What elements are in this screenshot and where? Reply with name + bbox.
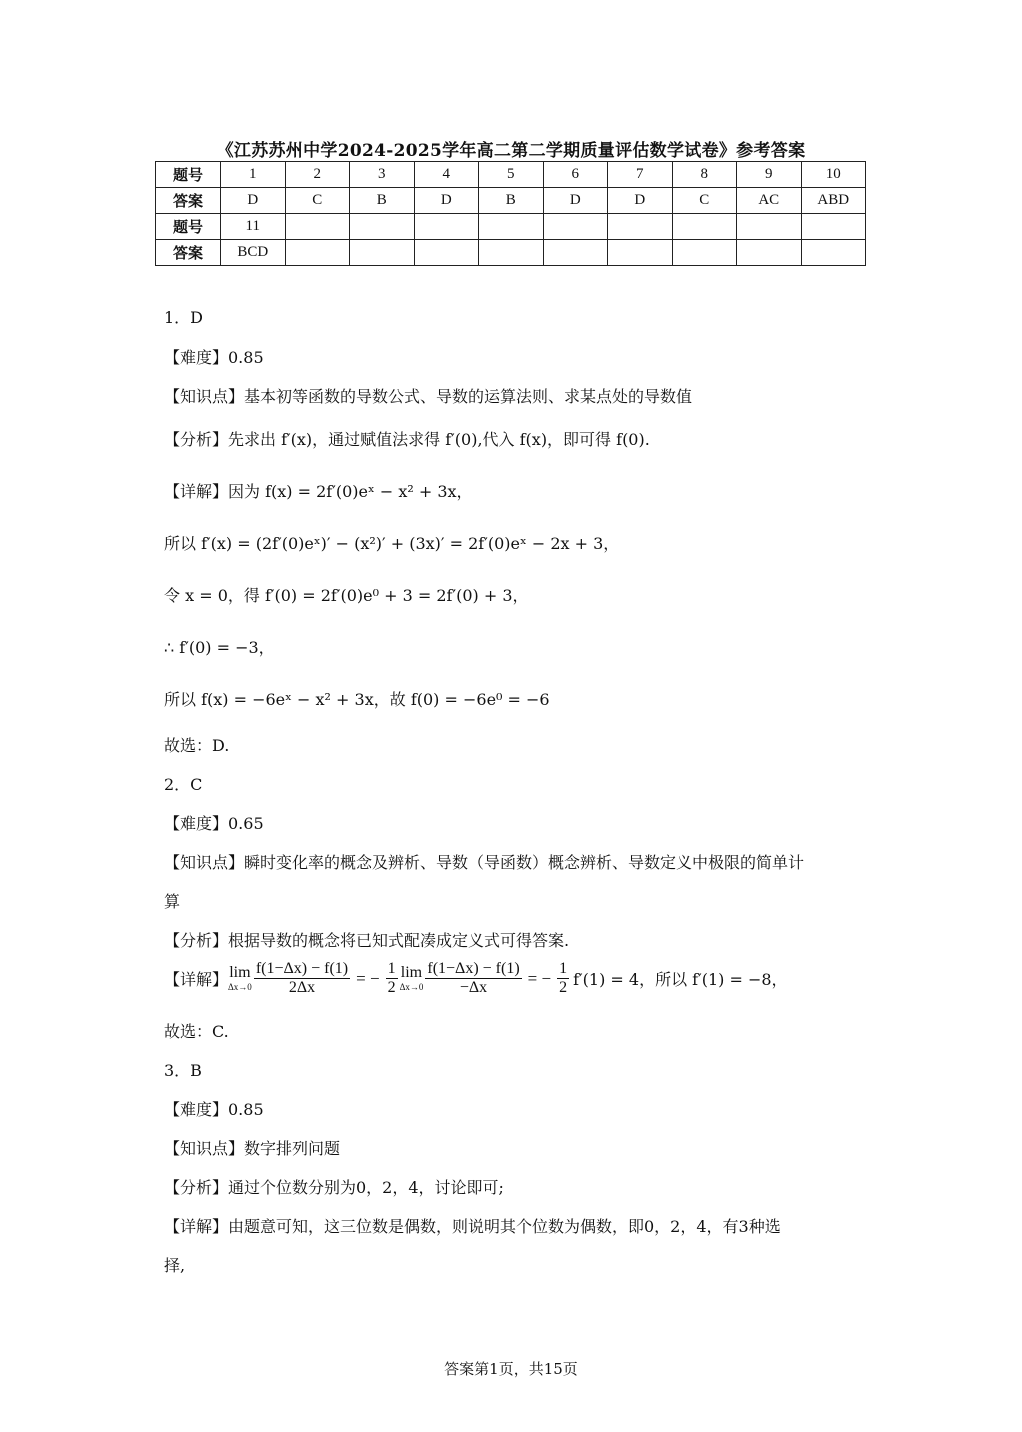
table-cell: 11 — [221, 214, 286, 240]
limit-operator-2 — [400, 965, 424, 992]
table-cell: 5 — [479, 162, 544, 188]
table-cell: 10 — [801, 162, 866, 188]
table-cell: 4 — [414, 162, 479, 188]
fraction-2-numerator: f(1−Δx) − f(1) — [427, 960, 520, 977]
table-cell: 6 — [543, 162, 608, 188]
q3-header: 3．B — [164, 1061, 202, 1080]
half-fraction — [386, 960, 398, 997]
q3-knowledge: 【知识点】数字排列问题 — [164, 1139, 341, 1158]
fraction-1-denominator: 2Δx — [288, 979, 316, 996]
half-numerator-2: 1 — [559, 960, 568, 977]
table-cell — [608, 214, 673, 240]
table-cell: D — [543, 188, 608, 214]
q2-detail — [164, 960, 788, 997]
table-cell: ABD — [801, 188, 866, 214]
table-cell — [543, 240, 608, 266]
fraction-1 — [254, 960, 350, 997]
table-cell — [737, 240, 802, 266]
table-cell: 8 — [672, 162, 737, 188]
q3-detail-2: 择, — [164, 1256, 186, 1275]
half-denominator: 2 — [387, 979, 396, 996]
table-row-answers-1 — [156, 188, 866, 214]
q3-difficulty: 【难度】0.85 — [164, 1100, 264, 1119]
table-cell: B — [479, 188, 544, 214]
q1-knowledge: 【知识点】基本初等函数的导数公式、导数的运算法则、求某点处的导数值 — [164, 387, 693, 406]
table-cell: 9 — [737, 162, 802, 188]
table-cell — [414, 214, 479, 240]
q1-conclusion: 故选：D. — [164, 736, 230, 755]
limit-operator — [228, 965, 252, 992]
table-cell: C — [285, 188, 350, 214]
table-cell: 1 — [221, 162, 286, 188]
half-denominator-2: 2 — [559, 979, 568, 996]
table-cell: BCD — [221, 240, 286, 266]
table-row-numbers-2 — [156, 214, 866, 240]
q1-analysis: 【分析】先求出 f′(x)，通过赋值法求得 f′(0),代入 f(x)，即可得 f(0). — [164, 430, 650, 449]
document-title: 《江苏苏州中学2024-2025学年高二第二学期质量评估数学试卷》参考答案 — [216, 141, 806, 161]
table-cell: 2 — [285, 162, 350, 188]
table-cell: B — [350, 188, 415, 214]
table-cell — [414, 240, 479, 266]
table-row-answers-2-label: 答案 — [156, 240, 221, 266]
table-cell — [801, 214, 866, 240]
table-cell — [479, 214, 544, 240]
table-cell — [543, 214, 608, 240]
half-numerator: 1 — [387, 960, 396, 977]
lim-text: lim — [229, 964, 251, 981]
lim-subscript: Δx→0 — [228, 982, 252, 992]
table-cell — [479, 240, 544, 266]
q2-header: 2．C — [164, 775, 203, 794]
table-cell: C — [672, 188, 737, 214]
q2-detail-tail: f′(1) = 4，所以 f′(1) = −8， — [573, 970, 788, 989]
equals-minus-2: = − — [527, 968, 552, 988]
q2-knowledge-1: 【知识点】瞬时变化率的概念及辨析、导数（导函数）概念辨析、导数定义中极限的简单计 — [164, 853, 805, 872]
q2-knowledge-2: 算 — [164, 892, 181, 911]
table-cell: D — [414, 188, 479, 214]
q1-header: 1．D — [164, 308, 204, 327]
table-row-numbers-1 — [156, 162, 866, 188]
table-cell — [350, 214, 415, 240]
table-row-answers-1-label: 答案 — [156, 188, 221, 214]
q2-analysis: 【分析】根据导数的概念将已知式配凑成定义式可得答案. — [164, 931, 570, 950]
fraction-2 — [425, 960, 521, 997]
table-cell — [672, 214, 737, 240]
table-cell: D — [608, 188, 673, 214]
table-cell — [350, 240, 415, 266]
q2-detail-label: 【详解】 — [164, 970, 229, 989]
equals-minus: = − — [356, 968, 380, 988]
q1-detail-4: ∴ f′(0) = −3， — [164, 638, 275, 657]
table-cell — [672, 240, 737, 266]
q1-detail-2: 所以 f′(x) = (2f′(0)eˣ)′ − (x²)′ + (3x)′ = 2f′(0)eˣ − 2x + 3， — [164, 534, 620, 553]
table-cell — [285, 214, 350, 240]
table-cell: 3 — [350, 162, 415, 188]
lim-subscript-2: Δx→0 — [399, 982, 424, 992]
lim-text-2: lim — [400, 964, 423, 981]
q1-detail-5: 所以 f(x) = −6eˣ − x² + 3x，故 f(0) = −6e⁰ = −6 — [164, 690, 550, 709]
table-cell: AC — [737, 188, 802, 214]
q3-analysis: 【分析】通过个位数分别为0，2，4，讨论即可; — [164, 1178, 504, 1197]
answer-table — [155, 161, 866, 266]
q2-difficulty: 【难度】0.65 — [164, 814, 264, 833]
table-cell: 7 — [608, 162, 673, 188]
q1-detail-1: 【详解】因为 f(x) = 2f′(0)eˣ − x² + 3x， — [164, 482, 473, 501]
half-fraction-2 — [557, 960, 569, 997]
q1-detail-3: 令 x = 0，得 f′(0) = 2f′(0)e⁰ + 3 = 2f′(0) + 3， — [164, 586, 529, 605]
q3-detail-1: 【详解】由题意可知，这三位数是偶数，则说明其个位数为偶数，即0，2，4，有3种选 — [164, 1217, 781, 1236]
fraction-2-denominator: −Δx — [459, 979, 488, 996]
table-cell — [801, 240, 866, 266]
table-cell: D — [221, 188, 286, 214]
q1-difficulty: 【难度】0.85 — [164, 348, 264, 367]
table-cell — [737, 214, 802, 240]
table-row-answers-2 — [156, 240, 866, 266]
table-row-numbers-1-label: 题号 — [156, 162, 221, 188]
page-footer: 答案第1页，共15页 — [444, 1360, 578, 1378]
fraction-1-numerator: f(1−Δx) − f(1) — [255, 960, 349, 977]
q2-conclusion: 故选：C. — [164, 1022, 229, 1041]
table-row-numbers-2-label: 题号 — [156, 214, 221, 240]
table-cell — [285, 240, 350, 266]
table-cell — [608, 240, 673, 266]
